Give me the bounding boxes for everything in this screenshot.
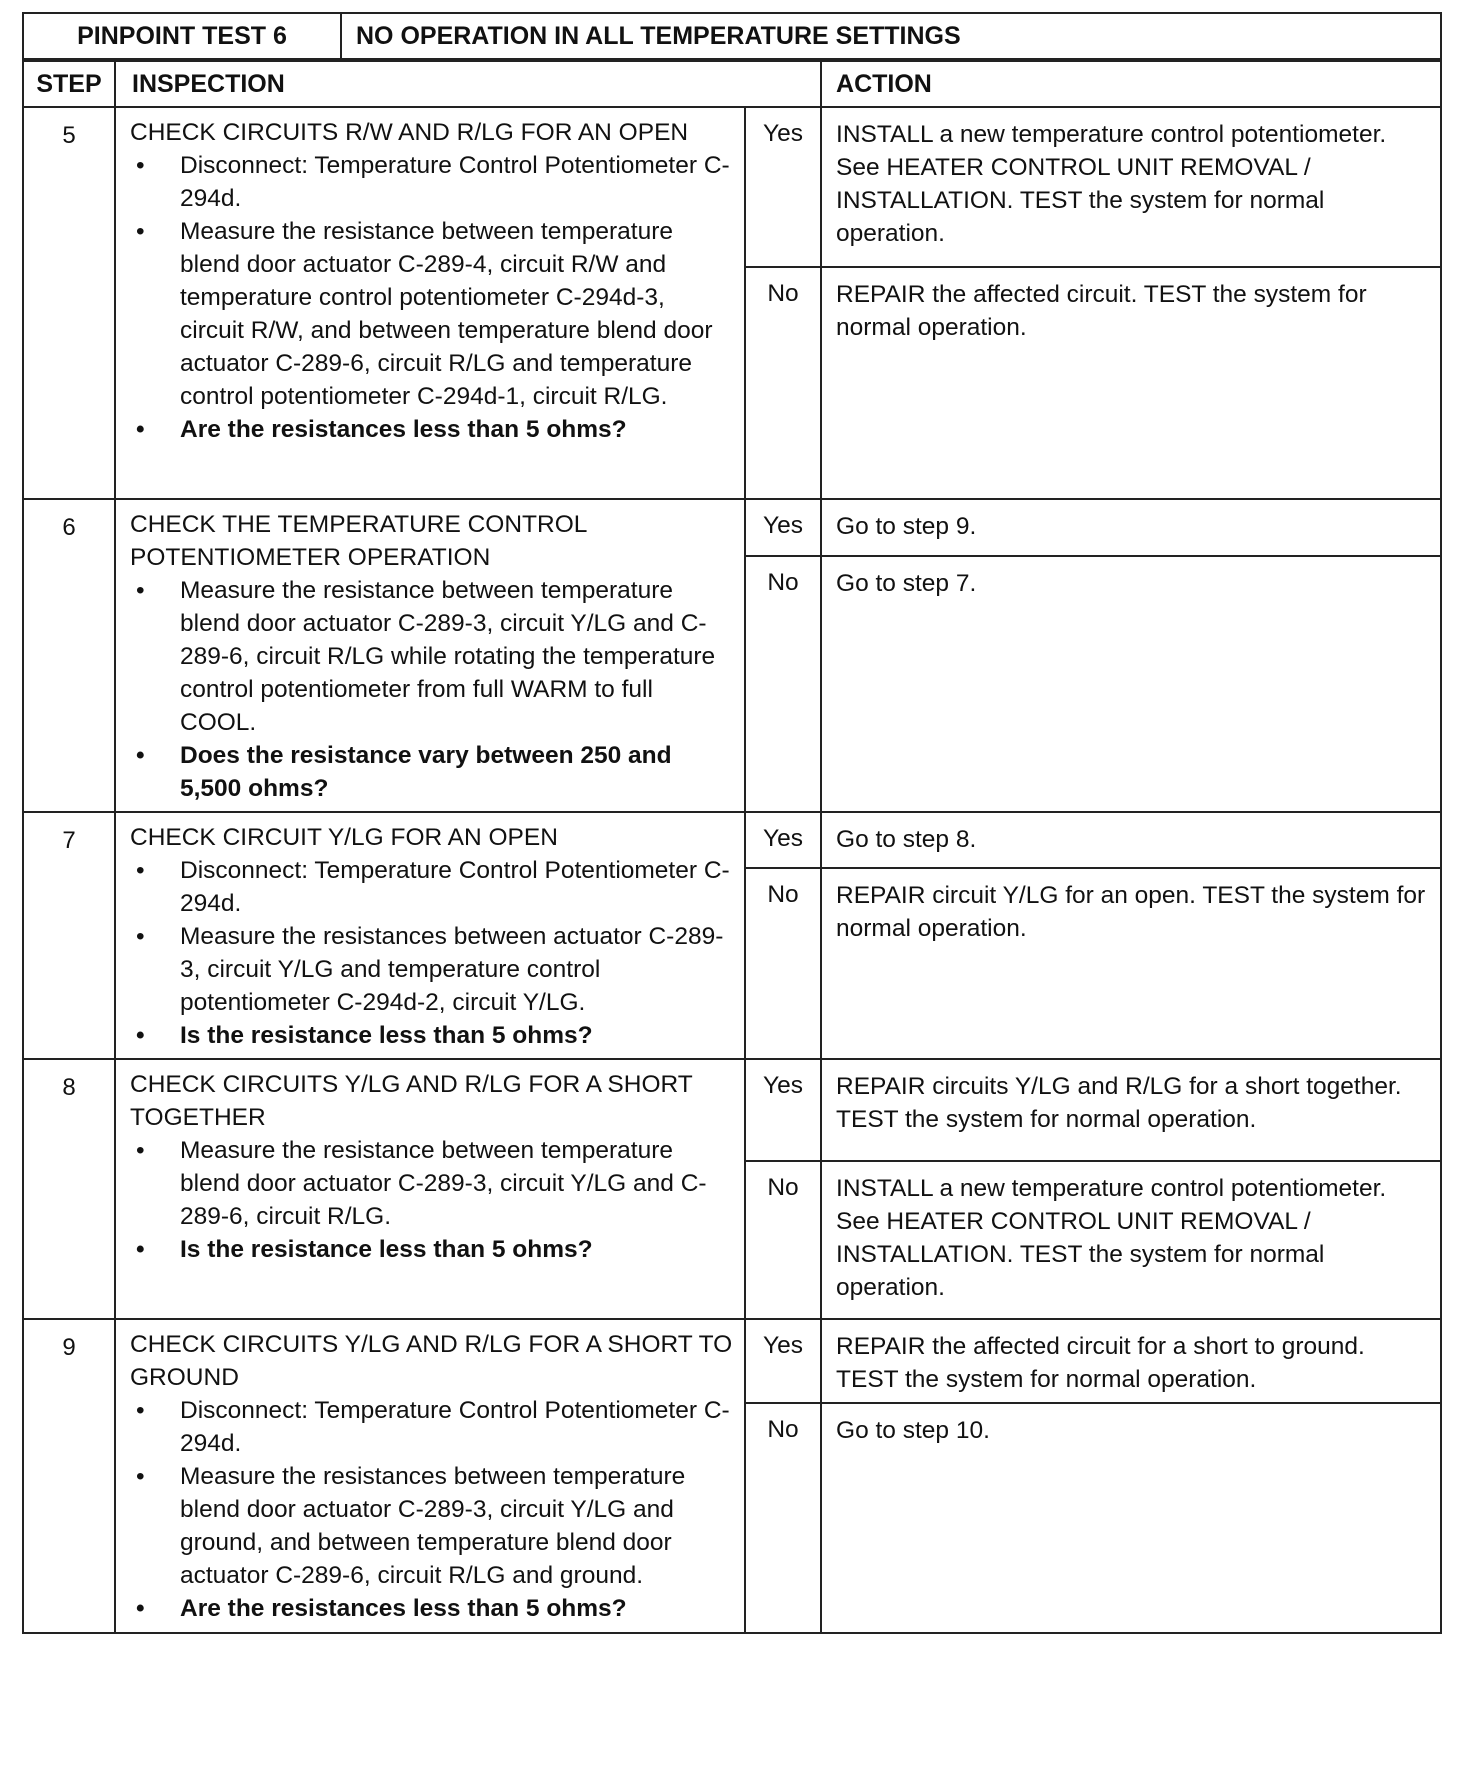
no-action: Go to step 10. bbox=[821, 1403, 1441, 1633]
step-bullets bbox=[130, 854, 734, 1052]
step-number: 8 bbox=[23, 1059, 115, 1319]
step-bullet: • Measure the resistances between temperature blend door actuator C-289-3, circuit Y/LG and ground, and between temperature blend door actuator C-289-6, circuit R/LG and ground. bbox=[180, 1460, 734, 1592]
step-bullet: • Measure the resistance between temperature blend door actuator C-289-4, circuit R/W and temperature control potentiometer C-294d-3, circuit R/W, and between temperature blend door actuator C-289-6, circuit R/LG and temperature control potentiometer C-294d-1, circuit R/LG. bbox=[180, 215, 734, 413]
step-title: CHECK CIRCUITS Y/LG AND R/LG FOR A SHORT TOGETHER bbox=[130, 1071, 693, 1131]
step-row-yes bbox=[23, 1319, 1441, 1403]
step-number: 5 bbox=[23, 107, 115, 499]
step-row-yes bbox=[23, 812, 1441, 868]
no-label: No bbox=[745, 556, 821, 812]
test-header-table bbox=[22, 12, 1442, 60]
no-label: No bbox=[745, 1161, 821, 1319]
step-inspection bbox=[115, 107, 745, 499]
step-question: • Is the resistance less than 5 ohms? bbox=[180, 1019, 734, 1052]
step-inspection bbox=[115, 812, 745, 1059]
yes-label: Yes bbox=[745, 1059, 821, 1161]
step-number: 6 bbox=[23, 499, 115, 812]
step-title: CHECK CIRCUITS Y/LG AND R/LG FOR A SHORT TO GROUND bbox=[130, 1331, 733, 1391]
inspection-column-header: INSPECTION bbox=[115, 61, 821, 107]
step-title: CHECK CIRCUITS R/W AND R/LG FOR AN OPEN bbox=[130, 119, 689, 146]
step-question: • Is the resistance less than 5 ohms? bbox=[180, 1233, 734, 1266]
step-column-header: STEP bbox=[23, 61, 115, 107]
step-row-yes bbox=[23, 499, 1441, 556]
step-bullets bbox=[130, 1394, 734, 1625]
step-inspection bbox=[115, 1059, 745, 1319]
no-action: REPAIR the affected circuit. TEST the system for normal operation. bbox=[821, 267, 1441, 499]
step-row-yes bbox=[23, 1059, 1441, 1161]
step-bullet: • Measure the resistance between temperature blend door actuator C-289-3, circuit Y/LG and C-289-6, circuit R/LG while rotating the temperature control potentiometer from full WARM to full COOL. bbox=[180, 574, 734, 739]
yes-action: Go to step 9. bbox=[821, 499, 1441, 556]
step-bullets bbox=[130, 574, 734, 805]
step-bullet: • Measure the resistances between actuator C-289-3, circuit Y/LG and temperature control potentiometer C-294d-2, circuit Y/LG. bbox=[180, 920, 734, 1019]
pinpoint-test-sheet bbox=[22, 12, 1442, 1634]
action-column-header: ACTION bbox=[821, 61, 1441, 107]
procedure-table bbox=[22, 60, 1442, 1634]
yes-action: REPAIR circuits Y/LG and R/LG for a short together. TEST the system for normal operation. bbox=[821, 1059, 1441, 1161]
step-bullet: • Measure the resistance between temperature blend door actuator C-289-3, circuit Y/LG and C-289-6, circuit R/LG. bbox=[180, 1134, 734, 1233]
step-question: • Are the resistances less than 5 ohms? bbox=[180, 1592, 734, 1625]
step-bullet: • Disconnect: Temperature Control Potentiometer C-294d. bbox=[180, 854, 734, 920]
no-action: INSTALL a new temperature control potentiometer. See HEATER CONTROL UNIT REMOVAL / INSTALLATION. TEST the system for normal operation. bbox=[821, 1161, 1441, 1319]
step-title: CHECK THE TEMPERATURE CONTROL POTENTIOMETER OPERATION bbox=[130, 511, 587, 571]
yes-label: Yes bbox=[745, 499, 821, 556]
step-bullet: • Disconnect: Temperature Control Potentiometer C-294d. bbox=[180, 1394, 734, 1460]
step-bullets bbox=[130, 1134, 734, 1266]
step-question: • Does the resistance vary between 250 and 5,500 ohms? bbox=[180, 739, 734, 805]
no-action: REPAIR circuit Y/LG for an open. TEST the system for normal operation. bbox=[821, 868, 1441, 1059]
step-row-yes bbox=[23, 107, 1441, 267]
no-label: No bbox=[745, 267, 821, 499]
test-title: NO OPERATION IN ALL TEMPERATURE SETTINGS bbox=[341, 13, 1441, 59]
step-inspection bbox=[115, 1319, 745, 1633]
step-title: CHECK CIRCUIT Y/LG FOR AN OPEN bbox=[130, 824, 558, 851]
steps-body bbox=[23, 107, 1441, 1633]
yes-label: Yes bbox=[745, 107, 821, 267]
step-number: 7 bbox=[23, 812, 115, 1059]
no-label: No bbox=[745, 868, 821, 1059]
yes-label: Yes bbox=[745, 1319, 821, 1403]
yes-action: Go to step 8. bbox=[821, 812, 1441, 868]
test-label: PINPOINT TEST 6 bbox=[23, 13, 341, 59]
no-action: Go to step 7. bbox=[821, 556, 1441, 812]
yes-action: INSTALL a new temperature control potentiometer. See HEATER CONTROL UNIT REMOVAL / INSTALLATION. TEST the system for normal operation. bbox=[821, 107, 1441, 267]
step-bullet: • Disconnect: Temperature Control Potentiometer C-294d. bbox=[180, 149, 734, 215]
step-question: • Are the resistances less than 5 ohms? bbox=[180, 413, 734, 446]
yes-action: REPAIR the affected circuit for a short to ground. TEST the system for normal operation. bbox=[821, 1319, 1441, 1403]
step-inspection bbox=[115, 499, 745, 812]
yes-label: Yes bbox=[745, 812, 821, 868]
step-bullets bbox=[130, 149, 734, 446]
no-label: No bbox=[745, 1403, 821, 1633]
step-number: 9 bbox=[23, 1319, 115, 1633]
